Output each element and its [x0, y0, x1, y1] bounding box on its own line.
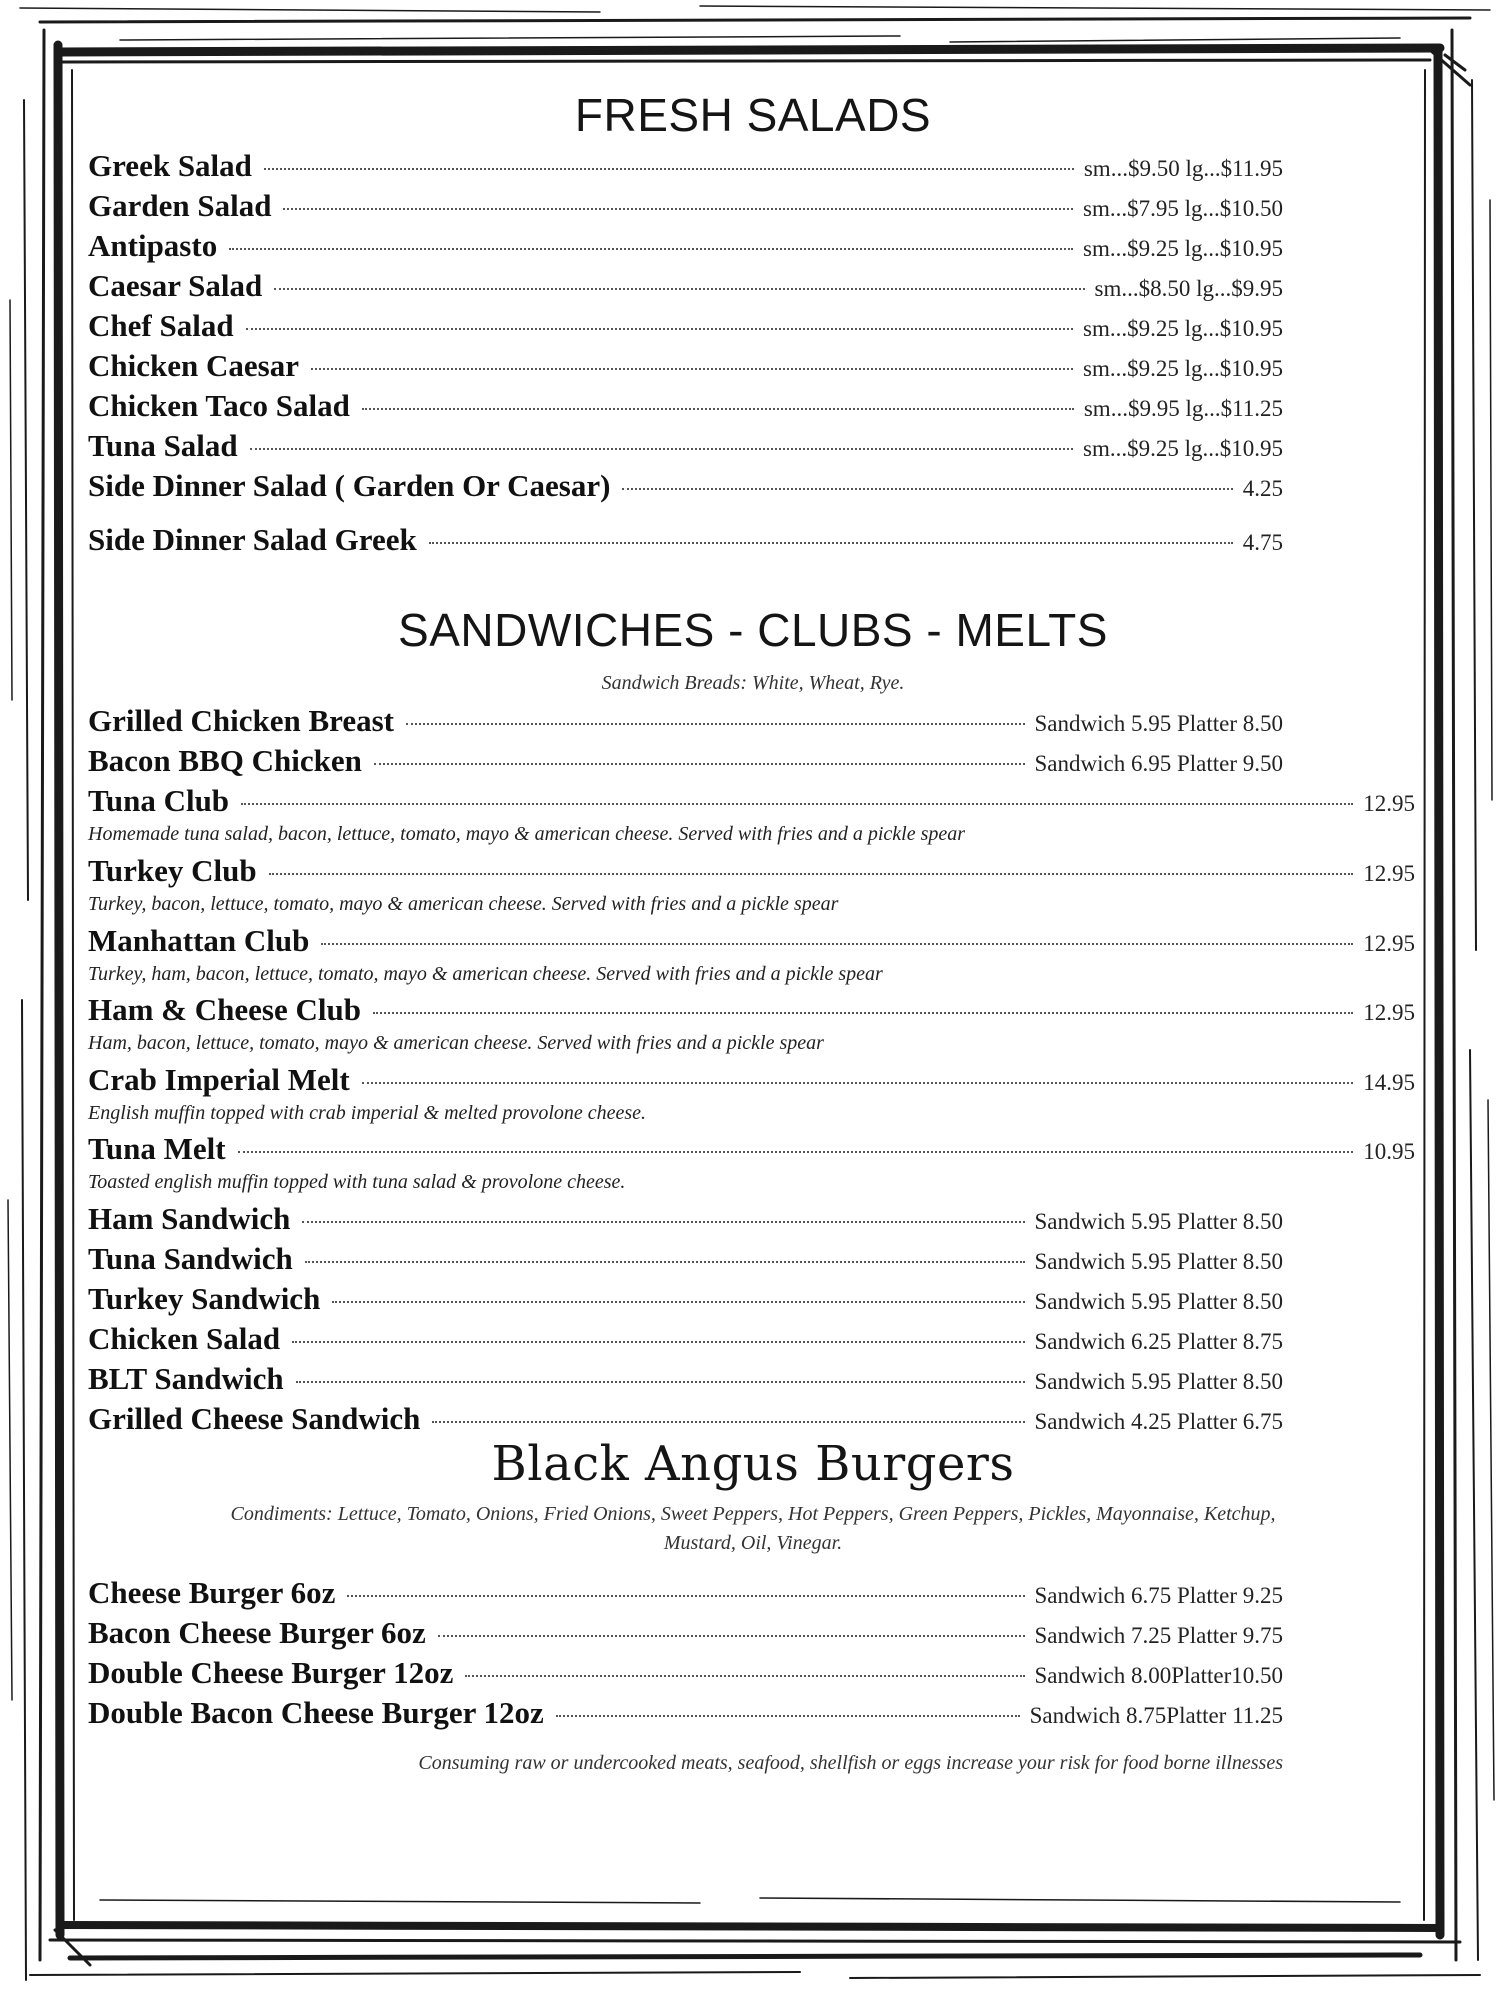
item-name: Tuna Club — [88, 783, 230, 818]
dot-leader — [465, 1675, 1024, 1677]
item-name: Caesar Salad — [88, 268, 263, 303]
item-name: Chicken Salad — [88, 1321, 281, 1356]
menu-item-double-cheese-burger — [88, 1655, 1283, 1695]
menu-item-side-dinner-salad-greek — [88, 522, 1283, 562]
menu-item-greek-salad — [88, 148, 1283, 188]
menu-item-turkey-sandwich — [88, 1281, 1283, 1321]
dot-leader — [321, 943, 1353, 945]
menu-item-side-dinner-salad — [88, 468, 1283, 508]
dot-leader — [229, 248, 1073, 250]
item-description: Toasted english muffin topped with tuna salad & provolone cheese. — [88, 1171, 626, 1193]
menu-item-chicken-taco-salad — [88, 388, 1283, 428]
item-price: sm...$9.25 lg...$10.95 — [1083, 316, 1283, 341]
item-price: Sandwich 8.00Platter10.50 — [1034, 1663, 1283, 1688]
item-price: sm...$9.25 lg...$10.95 — [1083, 356, 1283, 381]
dot-leader — [332, 1301, 1024, 1303]
dot-leader — [296, 1381, 1025, 1383]
dot-leader — [622, 488, 1232, 490]
item-price: sm...$8.50 lg...$9.95 — [1094, 276, 1283, 301]
dot-leader — [302, 1221, 1024, 1223]
menu-item-double-bacon-cheese-burger — [88, 1695, 1283, 1735]
menu-item-bacon-cheese-burger — [88, 1615, 1283, 1655]
condiments-note-line-1: Condiments: Lettuce, Tomato, Onions, Fried Onions, Sweet Peppers, Hot Peppers, Green Peppers, Pickles, Mayonnaise, Ketchup, — [230, 1503, 1276, 1525]
item-name: Tuna Sandwich — [88, 1241, 293, 1276]
item-description: Homemade tuna salad, bacon, lettuce, tomato, mayo & american cheese. Served with fries and a pickle spear — [88, 823, 966, 845]
dot-leader — [292, 1341, 1024, 1343]
sandwiches-heading: SANDWICHES - CLUBS - MELTS — [398, 604, 1108, 656]
item-name: Tuna Salad — [88, 428, 238, 463]
item-price: Sandwich 5.95 Platter 8.50 — [1034, 1369, 1283, 1394]
item-name: Side Dinner Salad Greek — [88, 522, 417, 557]
menu-item-tuna-club — [88, 783, 1415, 823]
item-price: Sandwich 4.25 Platter 6.75 — [1034, 1409, 1283, 1434]
menu-item-grilled-cheese-sandwich — [88, 1401, 1283, 1441]
dot-leader — [373, 1012, 1353, 1014]
dot-leader — [429, 542, 1233, 544]
item-price: 4.25 — [1242, 476, 1283, 501]
item-name: Turkey Sandwich — [88, 1281, 321, 1316]
item-description: Ham, bacon, lettuce, tomato, mayo & american cheese. Served with fries and a pickle spear — [88, 1032, 824, 1054]
dot-leader — [238, 1151, 1354, 1153]
item-name: Grilled Chicken Breast — [88, 703, 394, 738]
dot-leader — [241, 803, 1353, 805]
item-price: sm...$9.95 lg...$11.25 — [1083, 396, 1283, 421]
dot-leader — [432, 1421, 1024, 1423]
menu-item-cheese-burger — [88, 1575, 1283, 1615]
item-name: Greek Salad — [88, 148, 252, 183]
dot-leader — [305, 1261, 1025, 1263]
item-price: Sandwich 6.75 Platter 9.25 — [1034, 1583, 1283, 1608]
condiments-note-line-2: Mustard, Oil, Vinegar. — [663, 1532, 843, 1554]
menu-item-chicken-salad — [88, 1321, 1283, 1361]
item-price: 12.95 — [1363, 861, 1415, 886]
dot-leader — [362, 408, 1074, 410]
menu-item-chef-salad — [88, 308, 1283, 348]
dot-leader — [362, 1082, 1354, 1084]
item-price: sm...$9.25 lg...$10.95 — [1083, 236, 1283, 261]
item-price: 12.95 — [1363, 931, 1415, 956]
dot-leader — [269, 873, 1354, 875]
item-name: Chicken Taco Salad — [88, 388, 350, 423]
dot-leader — [438, 1635, 1025, 1637]
menu-item-garden-salad — [88, 188, 1283, 228]
menu-item-grilled-chicken-breast — [88, 703, 1283, 743]
menu-item-turkey-club — [88, 853, 1415, 893]
item-description: Turkey, bacon, lettuce, tomato, mayo & american cheese. Served with fries and a pickle spear — [88, 893, 839, 915]
item-name: Chef Salad — [88, 308, 234, 343]
item-name: Antipasto — [88, 228, 218, 263]
menu-item-tuna-melt — [88, 1131, 1415, 1171]
item-price: 4.75 — [1242, 530, 1283, 555]
menu-item-bacon-bbq-chicken — [88, 743, 1283, 783]
item-description: Turkey, ham, bacon, lettuce, tomato, mayo & american cheese. Served with fries and a pickle spear — [88, 963, 883, 985]
item-name: Garden Salad — [88, 188, 272, 223]
dot-leader — [406, 723, 1025, 725]
item-price: 12.95 — [1363, 791, 1415, 816]
dot-leader — [274, 288, 1084, 290]
menu-item-crab-imperial-melt — [88, 1062, 1415, 1102]
item-price: Sandwich 8.75Platter 11.25 — [1029, 1703, 1283, 1728]
menu-item-antipasto — [88, 228, 1283, 268]
item-price: sm...$7.95 lg...$10.50 — [1083, 196, 1283, 221]
item-price: Sandwich 6.95 Platter 9.50 — [1034, 751, 1283, 776]
menu-item-tuna-salad — [88, 428, 1283, 468]
item-name: Chicken Caesar — [88, 348, 299, 383]
item-name: Double Bacon Cheese Burger 12oz — [88, 1695, 544, 1730]
dot-leader — [374, 763, 1025, 765]
menu-item-blt-sandwich — [88, 1361, 1283, 1401]
item-name: Manhattan Club — [88, 923, 310, 958]
item-description: English muffin topped with crab imperial & melted provolone cheese. — [88, 1102, 647, 1124]
item-name: Turkey Club — [88, 853, 257, 888]
item-price: Sandwich 5.95 Platter 8.50 — [1034, 1289, 1283, 1314]
item-price: sm...$9.25 lg...$10.95 — [1083, 436, 1283, 461]
item-name: Double Cheese Burger 12oz — [88, 1655, 454, 1690]
item-price: Sandwich 6.25 Platter 8.75 — [1034, 1329, 1283, 1354]
item-name: Ham & Cheese Club — [88, 992, 361, 1027]
item-name: BLT Sandwich — [88, 1361, 284, 1396]
item-name: Crab Imperial Melt — [88, 1062, 350, 1097]
dot-leader — [311, 368, 1073, 370]
menu-item-manhattan-club — [88, 923, 1415, 963]
item-name: Ham Sandwich — [88, 1201, 291, 1236]
item-price: 12.95 — [1363, 1000, 1415, 1025]
dot-leader — [246, 328, 1073, 330]
menu-item-chicken-caesar — [88, 348, 1283, 388]
menu-item-ham-cheese-club — [88, 992, 1415, 1032]
item-price: Sandwich 5.95 Platter 8.50 — [1034, 1209, 1283, 1234]
item-price: 14.95 — [1363, 1070, 1415, 1095]
item-name: Cheese Burger 6oz — [88, 1575, 336, 1610]
item-price: Sandwich 5.95 Platter 8.50 — [1034, 711, 1283, 736]
item-name: Bacon Cheese Burger 6oz — [88, 1615, 426, 1650]
item-name: Side Dinner Salad ( Garden Or Caesar) — [88, 468, 611, 503]
dot-leader — [250, 448, 1073, 450]
item-name: Tuna Melt — [88, 1131, 226, 1166]
menu-item-caesar-salad — [88, 268, 1283, 308]
item-price: Sandwich 7.25 Platter 9.75 — [1034, 1623, 1283, 1648]
dot-leader — [283, 208, 1073, 210]
dot-leader — [556, 1715, 1020, 1717]
item-price: Sandwich 5.95 Platter 8.50 — [1034, 1249, 1283, 1274]
menu-item-tuna-sandwich — [88, 1241, 1283, 1281]
menu-item-ham-sandwich — [88, 1201, 1283, 1241]
burgers-heading: Black Angus Burgers — [491, 1436, 1015, 1492]
sandwich-breads-note: Sandwich Breads: White, Wheat, Rye. — [601, 672, 905, 694]
item-price: 10.95 — [1363, 1139, 1415, 1164]
item-name: Bacon BBQ Chicken — [88, 743, 362, 778]
dot-leader — [264, 168, 1074, 170]
item-name: Grilled Cheese Sandwich — [88, 1401, 421, 1436]
fresh-salads-heading: FRESH SALADS — [574, 89, 932, 141]
item-price: sm...$9.50 lg...$11.95 — [1083, 156, 1283, 181]
dot-leader — [347, 1595, 1024, 1597]
food-safety-disclaimer: Consuming raw or undercooked meats, seafood, shellfish or eggs increase your risk for food borne illnesses — [418, 1752, 1283, 1774]
